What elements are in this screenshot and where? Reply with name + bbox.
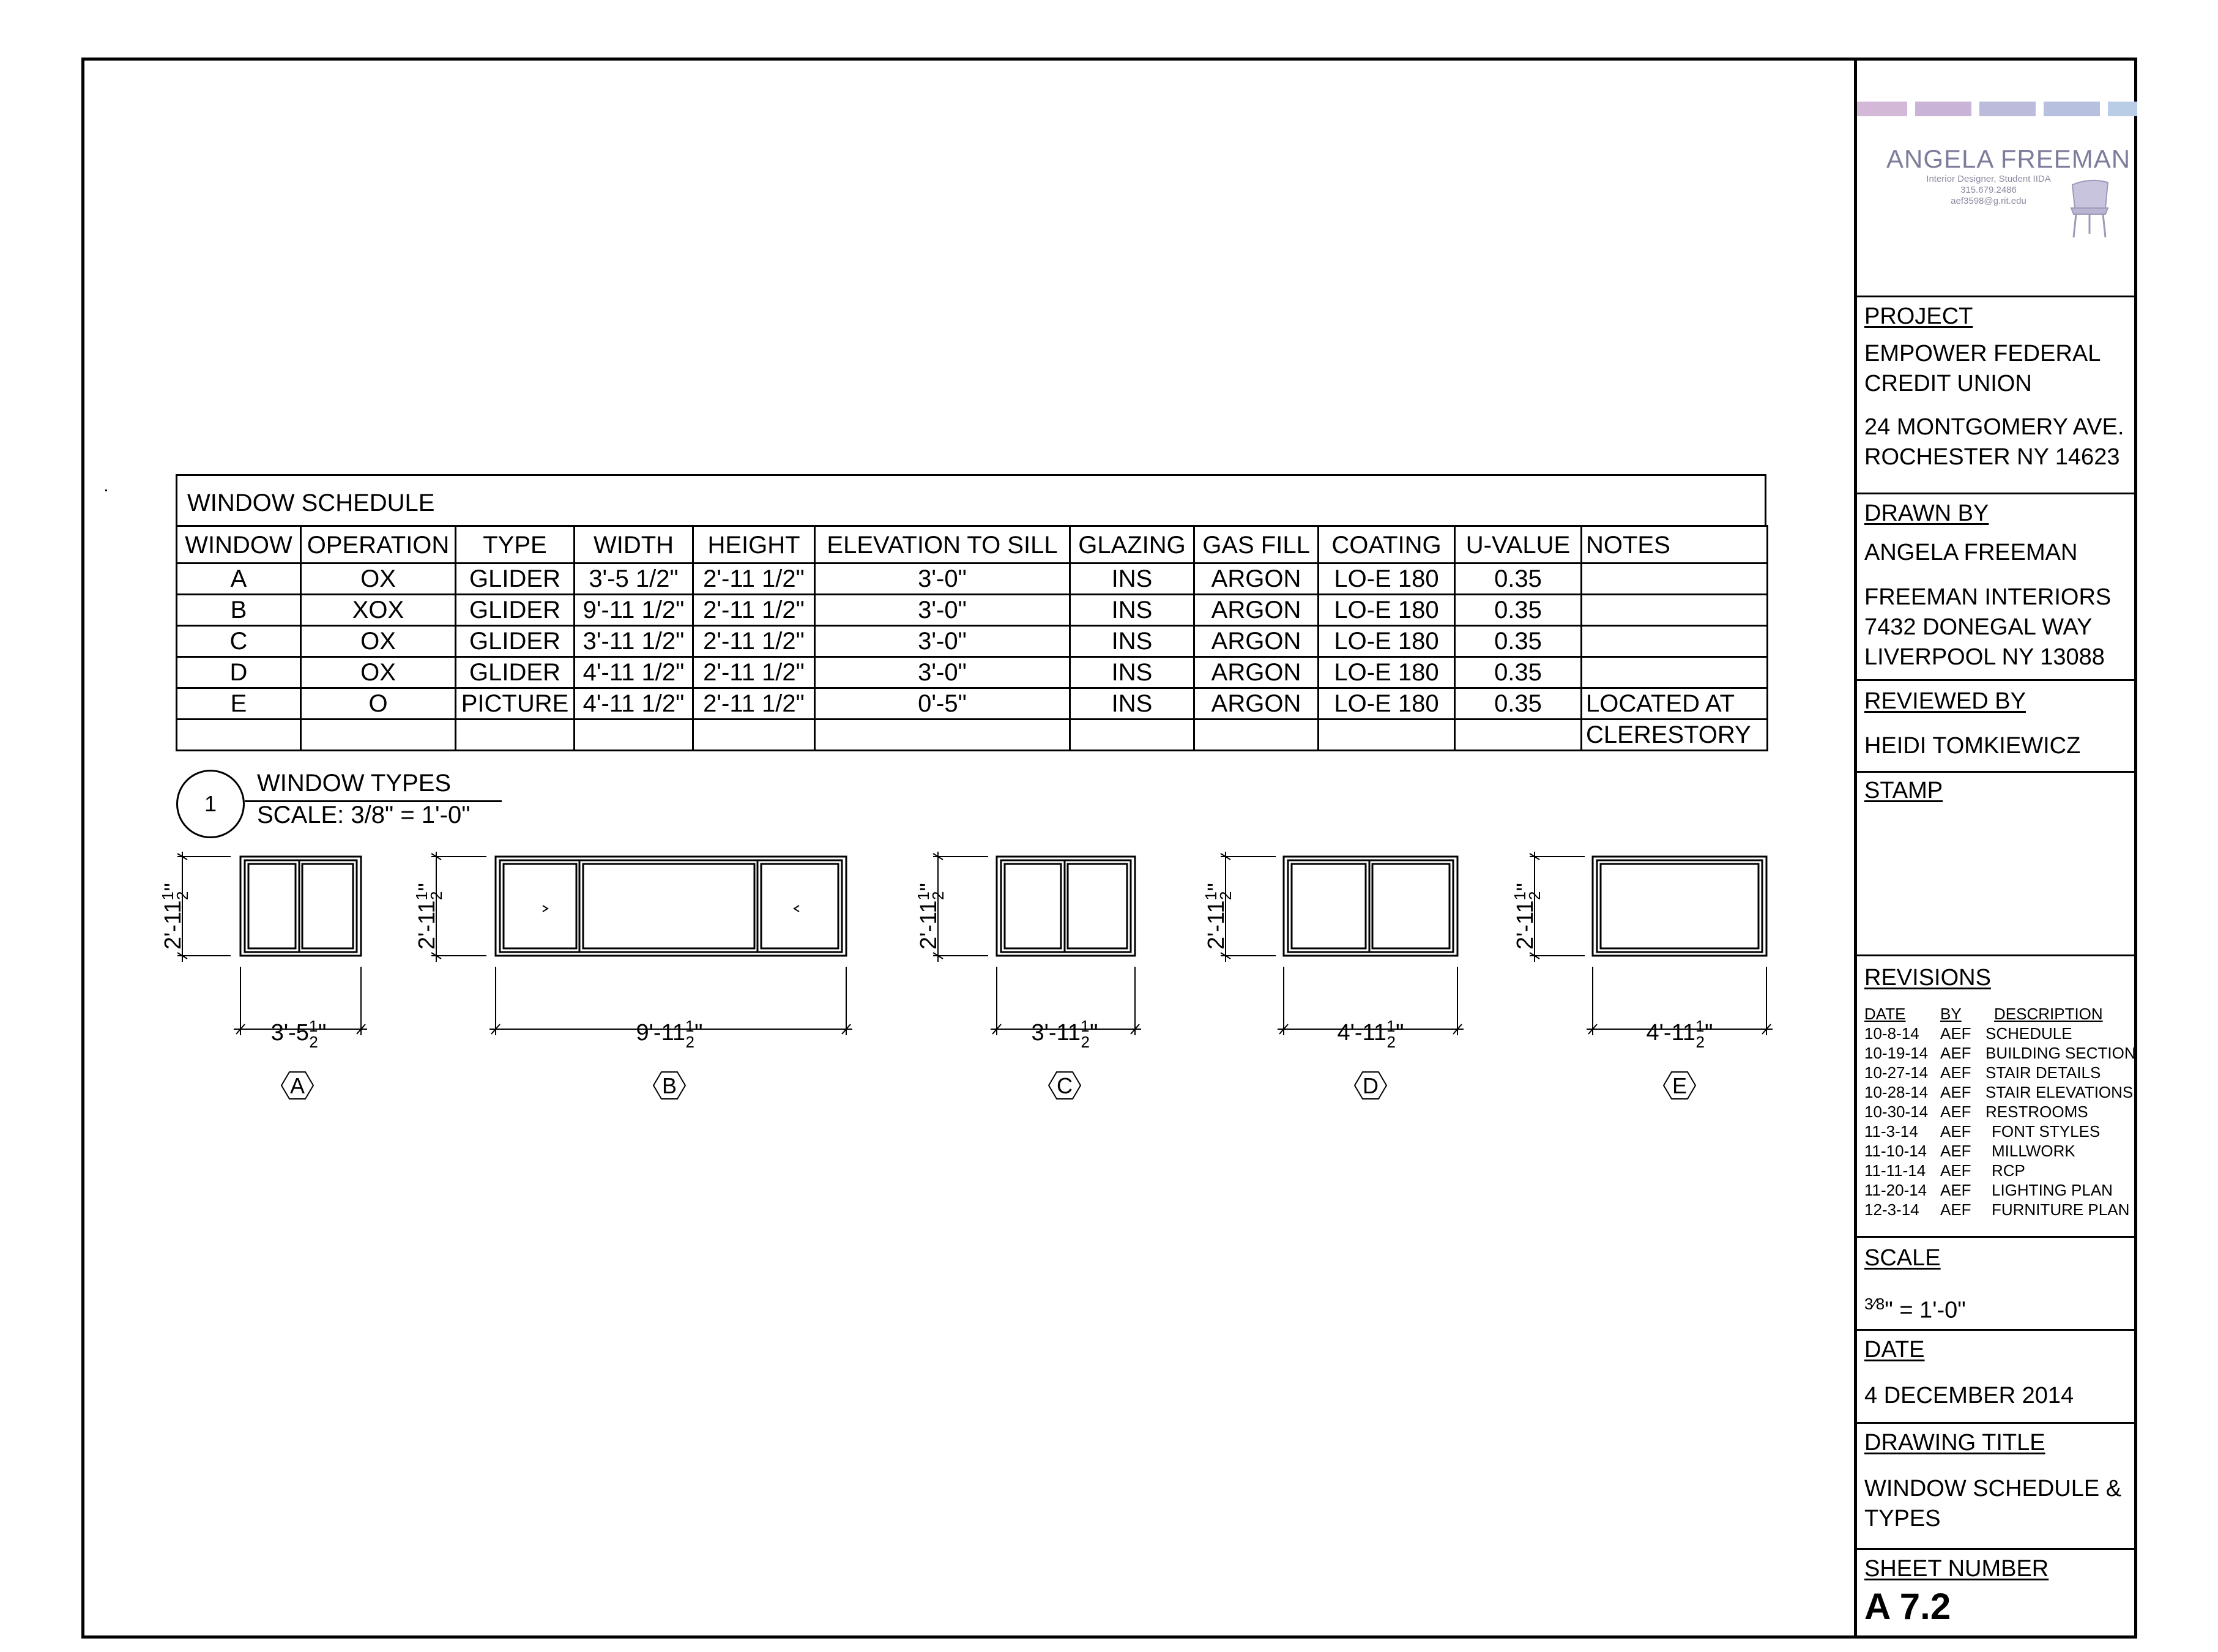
project-address-line1: 24 MONTGOMERY AVE. xyxy=(1864,414,2124,440)
tag-b: B xyxy=(661,1073,677,1098)
rev-desc: STAIR DETAILS xyxy=(1985,1063,2101,1082)
cell: ARGON xyxy=(1194,688,1319,720)
rev-by: AEF xyxy=(1940,1181,1971,1199)
cell: INS xyxy=(1070,657,1194,688)
width-dim-c: $3'-11^1$ 2" xyxy=(1031,1017,1098,1051)
logo-stripes xyxy=(1857,102,2137,116)
rev-by: AEF xyxy=(1940,1024,1971,1043)
project-label: PROJECT xyxy=(1864,303,1973,329)
cell: INS xyxy=(1070,688,1194,720)
cell: OX xyxy=(301,564,456,595)
cell-notes: LOCATED AT xyxy=(1582,688,1768,720)
reviewed-by-name: HEIDI TOMKIEWICZ xyxy=(1864,733,2081,759)
project-section xyxy=(1857,297,2137,494)
rev-date: 11-10-14 xyxy=(1864,1142,1927,1160)
drawing-title-label: DRAWING TITLE xyxy=(1864,1430,2045,1456)
project-name-line1: EMPOWER FEDERAL xyxy=(1864,341,2101,366)
cell: OX xyxy=(301,657,456,688)
title-block xyxy=(1854,58,2137,1639)
sheet-number-label: SHEET NUMBER xyxy=(1864,1556,2049,1582)
drawing-title-section xyxy=(1857,1424,2137,1550)
window-elevation-b xyxy=(496,857,846,956)
rev-date: 10-8-14 xyxy=(1864,1024,1919,1043)
stamp-section xyxy=(1857,773,2137,956)
rev-date: 10-28-14 xyxy=(1864,1083,1929,1101)
reviewed-by-label: REVIEWED BY xyxy=(1864,688,2026,714)
cell: GLIDER xyxy=(456,564,575,595)
col-window: WINDOW xyxy=(177,526,301,564)
drawing-title-line1: WINDOW SCHEDULE & xyxy=(1864,1476,2122,1501)
cell: LO-E 180 xyxy=(1319,657,1455,688)
cell: 2'-11 1/2" xyxy=(693,595,815,626)
width-dim-d: $4'-11^1$ 2" xyxy=(1337,1017,1404,1051)
tag-c: C xyxy=(1057,1073,1073,1098)
logo-email: aef3598@g.rit.edu xyxy=(1951,196,2026,206)
logo-phone: 315.679.2486 xyxy=(1960,185,2017,195)
cell: 0.35 xyxy=(1455,564,1582,595)
width-dim-e: $4'-11^1$ 2" xyxy=(1646,1017,1713,1051)
rev-desc: MILLWORK xyxy=(1992,1142,2075,1160)
rev-desc: RCP xyxy=(1992,1161,2025,1180)
height-dim-a: $2'-11^12$" xyxy=(158,883,192,950)
window-elevation-a xyxy=(240,857,361,956)
cell-notes-continuation: CLERESTORY xyxy=(1582,720,1768,751)
cell: C xyxy=(177,626,301,657)
drawing-title-line2: TYPES xyxy=(1864,1506,1941,1531)
rev-by: AEF xyxy=(1940,1142,1971,1160)
stripe xyxy=(2108,102,2137,116)
project-name-line2: CREDIT UNION xyxy=(1864,371,2032,396)
rev-by: AEF xyxy=(1940,1200,1971,1219)
width-dimension-lines xyxy=(234,967,1773,1035)
col-u-value: U-VALUE xyxy=(1455,526,1582,564)
rev-date: 11-20-14 xyxy=(1864,1181,1927,1199)
width-dim-a: $3'-5^1$ 2" xyxy=(270,1017,327,1051)
cell: ARGON xyxy=(1194,626,1319,657)
rev-desc: RESTROOMS xyxy=(1985,1103,2088,1121)
col-coating: COATING xyxy=(1319,526,1455,564)
cell: LO-E 180 xyxy=(1319,688,1455,720)
rev-date-header: DATE xyxy=(1864,1005,1906,1023)
cell: 3'-0" xyxy=(815,657,1070,688)
cell: INS xyxy=(1070,626,1194,657)
rev-date: 11-3-14 xyxy=(1864,1122,1918,1140)
rev-by-header: BY xyxy=(1940,1005,1962,1023)
cell: 0'-5" xyxy=(815,688,1070,720)
drawn-by-name: ANGELA FREEMAN xyxy=(1864,540,2078,565)
drawn-by-address-line1: 7432 DONEGAL WAY xyxy=(1864,614,2093,640)
scale-rest: " = 1'-0" xyxy=(1885,1297,1966,1323)
window-elevation-c xyxy=(997,857,1135,956)
window-types-scale: SCALE: 3/8" = 1'-0" xyxy=(257,802,471,828)
tag-e: E xyxy=(1672,1073,1688,1098)
rev-date: 11-11-14 xyxy=(1864,1161,1926,1180)
rev-by: AEF xyxy=(1940,1122,1971,1140)
cell: LO-E 180 xyxy=(1319,595,1455,626)
cell: 0.35 xyxy=(1455,626,1582,657)
cell: O xyxy=(301,688,456,720)
scale-value xyxy=(1864,1289,1966,1326)
tag-d: D xyxy=(1363,1073,1379,1098)
drawn-by-label: DRAWN BY xyxy=(1864,500,1989,526)
window-types-title: WINDOW TYPES xyxy=(257,770,452,797)
rev-desc: STAIR ELEVATIONS xyxy=(1985,1083,2134,1101)
sheet-number: A 7.2 xyxy=(1864,1586,1951,1627)
stamp-label: STAMP xyxy=(1864,778,1943,803)
drawn-by-section xyxy=(1857,494,2137,681)
col-operation: OPERATION xyxy=(301,526,456,564)
rev-date: 10-27-14 xyxy=(1864,1063,1929,1082)
rev-by: AEF xyxy=(1940,1044,1971,1062)
col-elevation-to-sill: ELEVATION TO SILL xyxy=(815,526,1070,564)
stripe xyxy=(1915,102,1971,116)
cell: XOX xyxy=(301,595,456,626)
drawn-by-firm: FREEMAN INTERIORS xyxy=(1864,584,2112,610)
cell: INS xyxy=(1070,564,1194,595)
logo-subtitle: Interior Designer, Student IIDA xyxy=(1926,174,2051,184)
col-height: HEIGHT xyxy=(693,526,815,564)
cell: 3'-5 1/2" xyxy=(575,564,693,595)
rev-by: AEF xyxy=(1940,1161,1971,1180)
cell: 0.35 xyxy=(1455,595,1582,626)
rev-by: AEF xyxy=(1940,1083,1971,1101)
height-dimension-lines xyxy=(177,852,1585,962)
cell: 2'-11 1/2" xyxy=(693,564,815,595)
rev-by: AEF xyxy=(1940,1063,1971,1082)
cell: LO-E 180 xyxy=(1319,564,1455,595)
height-dim-e: $2'-11^12$" xyxy=(1511,883,1544,950)
col-gas-fill: GAS FILL xyxy=(1194,526,1319,564)
revisions-label: REVISIONS xyxy=(1864,965,1991,991)
rev-date: 10-30-14 xyxy=(1864,1103,1929,1121)
cell: 2'-11 1/2" xyxy=(693,657,815,688)
rev-date: 10-19-14 xyxy=(1864,1044,1929,1062)
cell: 9'-11 1/2" xyxy=(575,595,693,626)
cell: PICTURE xyxy=(456,688,575,720)
scale-label: SCALE xyxy=(1864,1245,1941,1271)
col-type: TYPE xyxy=(456,526,575,564)
rev-desc: FONT STYLES xyxy=(1992,1122,2101,1140)
col-glazing: GLAZING xyxy=(1070,526,1194,564)
stripe xyxy=(2044,102,2100,116)
cell: B xyxy=(177,595,301,626)
cell: 2'-11 1/2" xyxy=(693,626,815,657)
rev-date: 12-3-14 xyxy=(1864,1200,1919,1219)
rev-desc: SCHEDULE xyxy=(1985,1024,2072,1043)
cell: LO-E 180 xyxy=(1319,626,1455,657)
cell: ARGON xyxy=(1194,595,1319,626)
rev-desc: FURNITURE PLAN xyxy=(1992,1200,2130,1219)
schedule-title: WINDOW SCHEDULE xyxy=(187,489,435,516)
reviewed-by-section xyxy=(1857,681,2137,773)
cell: 3'-11 1/2" xyxy=(575,626,693,657)
cell: 0.35 xyxy=(1455,657,1582,688)
chair-icon xyxy=(2065,174,2114,241)
window-elevation-d xyxy=(1284,857,1457,956)
col-width: WIDTH xyxy=(575,526,693,564)
stripe xyxy=(1979,102,2036,116)
cell: INS xyxy=(1070,595,1194,626)
cell: GLIDER xyxy=(456,626,575,657)
date-section xyxy=(1857,1331,2137,1424)
cell: OX xyxy=(301,626,456,657)
cell: 2'-11 1/2" xyxy=(693,688,815,720)
tag-a: A xyxy=(289,1073,305,1098)
cell: 3'-0" xyxy=(815,626,1070,657)
cell: GLIDER xyxy=(456,595,575,626)
cell: 0.35 xyxy=(1455,688,1582,720)
cell: 4'-11 1/2" xyxy=(575,688,693,720)
detail-number-bubble: 1 xyxy=(176,770,245,838)
rev-by: AEF xyxy=(1940,1103,1971,1121)
cell: E xyxy=(177,688,301,720)
cell: ARGON xyxy=(1194,564,1319,595)
height-dim-d: $2'-11^12$" xyxy=(1202,883,1235,950)
cell: 3'-0" xyxy=(815,595,1070,626)
drawn-by-address-line2: LIVERPOOL NY 13088 xyxy=(1864,644,2105,670)
height-dim-c: $2'-11^12$" xyxy=(914,883,947,950)
rev-desc-header: DESCRIPTION xyxy=(1994,1005,2103,1023)
rev-desc: LIGHTING PLAN xyxy=(1992,1181,2113,1199)
rev-desc: BUILDING SECTION xyxy=(1985,1044,2136,1062)
scale-fraction: 3⁄8 xyxy=(1864,1295,1885,1313)
stripe xyxy=(1857,102,1907,116)
logo-name: ANGELA FREEMAN xyxy=(1886,144,2131,173)
project-address-line2: ROCHESTER NY 14623 xyxy=(1864,444,2120,470)
cell: GLIDER xyxy=(456,657,575,688)
cell: ARGON xyxy=(1194,657,1319,688)
window-elevation-e xyxy=(1593,857,1766,956)
cell: 3'-0" xyxy=(815,564,1070,595)
cell: 4'-11 1/2" xyxy=(575,657,693,688)
col-notes: NOTES xyxy=(1582,526,1768,564)
scale-section xyxy=(1857,1238,2137,1331)
width-dim-b: $9'-11^1$ 2" xyxy=(636,1017,703,1051)
logo-section xyxy=(1857,58,2137,297)
date-value: 4 DECEMBER 2014 xyxy=(1864,1383,2074,1408)
cell: D xyxy=(177,657,301,688)
date-label: DATE xyxy=(1864,1337,1925,1363)
height-dim-b: $2'-11^12$" xyxy=(412,883,445,950)
sheet-number-section xyxy=(1857,1550,2137,1635)
cell: A xyxy=(177,564,301,595)
